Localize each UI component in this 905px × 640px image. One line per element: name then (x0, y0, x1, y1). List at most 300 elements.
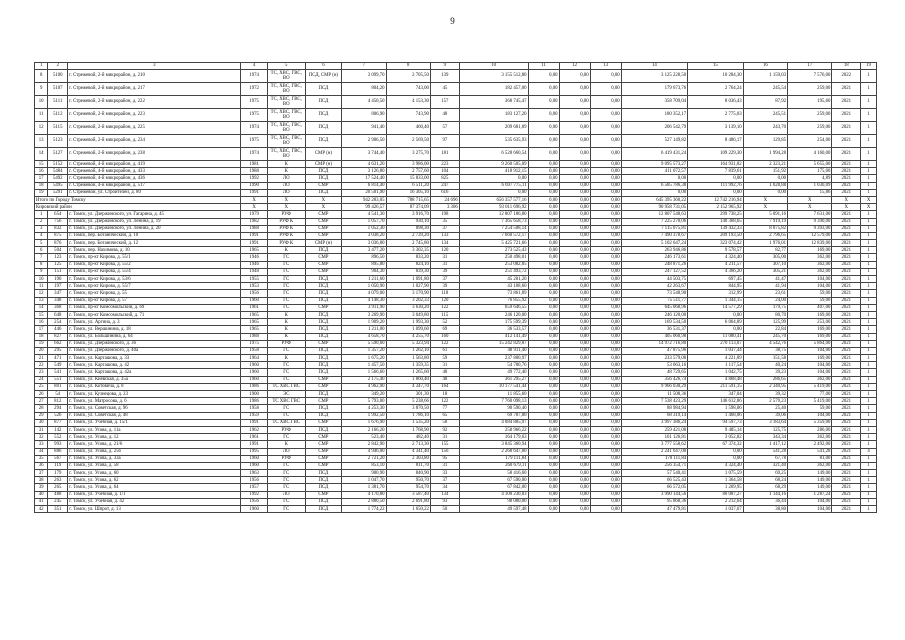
table-cell: 1 265,60 (386, 369, 430, 376)
table-cell: 446 (48, 326, 68, 333)
table-cell: 2021 (832, 462, 861, 469)
table-cell: 743,00 (386, 83, 430, 96)
table-cell: 0,00 (590, 268, 621, 275)
table-cell: 0,00 (528, 491, 559, 498)
table-cell: 37 (35, 470, 48, 477)
table-cell: 0,00 (743, 189, 787, 196)
table-cell: 1956 (241, 290, 268, 297)
table-cell: 1 457,50 (342, 362, 386, 369)
table-cell: 1 364,58 (688, 477, 743, 484)
table-cell: ГС (267, 477, 305, 484)
table-cell: г. Стрежевой, 2-й микрорайон, д. 222 (68, 96, 241, 109)
table-cell: 0,00 (559, 391, 590, 398)
table-cell: ГС (267, 498, 305, 505)
column-number: 12 (559, 63, 590, 70)
table-cell: 0,00 (528, 426, 559, 433)
table-cell: 1991 (241, 189, 268, 196)
table-cell: 347,04 (688, 391, 743, 398)
table-cell: 853,10 (342, 462, 386, 469)
table-cell: 1 052,30 (342, 225, 386, 232)
table-cell: ПСД (305, 290, 342, 297)
table-cell: 1981 (241, 161, 268, 168)
table-cell: 3 306 (430, 204, 459, 211)
table-cell: 122 (430, 398, 459, 405)
table-cell: 9 095 573,27 (621, 161, 688, 168)
table-cell: г. Томск, ул. Шпрот, д. 13 (68, 506, 241, 513)
table-cell: г. Томск, пр-кт Кирова, д. 55 (68, 290, 241, 297)
table-row (35, 247, 877, 254)
table-cell: 0,00 (528, 477, 559, 484)
table-cell: 0,00 (528, 276, 559, 283)
table-cell: 6 419 431,24 (621, 148, 688, 161)
table-cell: 5 (35, 240, 48, 247)
table-cell: 1974 (241, 122, 268, 135)
table-cell: 3 870,50 (386, 405, 430, 412)
table-cell: 31 (430, 434, 459, 441)
table-cell: 1 (861, 261, 877, 268)
table-cell: 0,00 (559, 419, 590, 426)
table-cell: 251 493,72 (459, 268, 528, 275)
table-cell: 0,00 (590, 304, 621, 311)
table-cell: 0,00 (528, 383, 559, 390)
table-cell: ПСД (305, 311, 342, 318)
table-cell: 839,30 (386, 268, 430, 275)
table-cell: 195,60 (788, 96, 832, 109)
table-cell: X (267, 204, 305, 211)
table-cell: 5 419,00 (788, 398, 832, 405)
table-row (35, 232, 877, 239)
table-cell: ЛО (267, 175, 305, 182)
table-cell: 2021 (832, 240, 861, 247)
table-cell: ГС (267, 297, 305, 304)
table-cell: 900,90 (342, 470, 386, 477)
table-cell: К (267, 247, 305, 254)
table-cell: ГС (267, 405, 305, 412)
table-cell: 237 800,97 (459, 355, 528, 362)
table-cell: 0,00 (559, 484, 590, 491)
table-cell: 1 (861, 491, 877, 498)
table-cell: 811,70 (386, 462, 430, 469)
table-cell: 1 (861, 109, 877, 122)
table-cell: 0,00 (590, 254, 621, 261)
table-cell: 19 (35, 340, 48, 347)
table-cell: 24,00 (743, 297, 787, 304)
table-cell: 1 (861, 225, 877, 232)
table-cell: 4 450,50 (342, 96, 386, 109)
table-cell: 134 (430, 240, 459, 247)
table-cell: 0,00 (590, 477, 621, 484)
table-cell: 418 912,15 (459, 168, 528, 175)
table-row (35, 355, 877, 362)
table-cell: 1961 (241, 304, 268, 311)
column-number: 19 (861, 63, 877, 70)
table-cell: 170 111,84 (621, 455, 688, 462)
table-cell: 1960 (241, 297, 268, 304)
table-cell: 3 155 512,80 (459, 70, 528, 83)
table-cell: 0,00 (559, 362, 590, 369)
table-cell: 45 201,20 (459, 276, 528, 283)
summary-row (35, 196, 877, 203)
table-cell: 832 (48, 225, 68, 232)
table-cell: 48 911,40 (459, 347, 528, 354)
table-cell: 3 202,33 (386, 297, 430, 304)
table-cell: 67 374,32 (688, 441, 743, 448)
table-cell: 4 631,20 (342, 161, 386, 168)
table-cell: 1 (861, 484, 877, 491)
table-cell: 12 839,00 (788, 240, 832, 247)
table-cell: 0,00 (590, 333, 621, 340)
table-cell: г. Томск, ул. Учебная, д. 42 (68, 498, 241, 505)
table-cell: 1988 (241, 168, 268, 175)
table-cell: 1 344,15 (688, 297, 743, 304)
table-cell: 253,00 (788, 319, 832, 326)
table-cell: 0,00 (528, 182, 559, 189)
table-cell: 164 931,82 (688, 161, 743, 168)
table-cell: 73 861,89 (459, 290, 528, 297)
table-cell: 1988 (241, 333, 268, 340)
table-cell: 48 (430, 376, 459, 383)
table-cell: 4 221,89 (688, 355, 743, 362)
table-cell: 3 125 228,50 (621, 70, 688, 83)
table-cell: 1 (861, 347, 877, 354)
table-cell: 0,00 (559, 491, 590, 498)
table-cell: 9 485,14 (688, 426, 743, 433)
column-number: 16 (743, 63, 787, 70)
table-cell: г. Томск, пер. Ботанический, д. 10 (68, 232, 241, 239)
table-cell: 122 (430, 340, 459, 347)
table-cell: 2021 (832, 268, 861, 275)
table-cell: 169,00 (788, 247, 832, 254)
table-cell: 0,00 (528, 261, 559, 268)
table-cell: 5 425 721,66 (459, 240, 528, 247)
table-cell: 3 036,80 (342, 240, 386, 247)
table-cell: 42 263,67 (621, 283, 688, 290)
column-number: 14 (621, 63, 688, 70)
table-cell: 23 (35, 369, 48, 376)
table-cell: 38,75 (743, 347, 787, 354)
table-cell: 5291 (48, 189, 68, 196)
table-cell: 0,00 (743, 175, 787, 182)
table-cell: г. Стрежевой, 4-й микрорайон, д. 436 (68, 175, 241, 182)
table-cell: 77 (430, 405, 459, 412)
table-cell: 0,00 (590, 362, 621, 369)
table-cell: 0,00 (528, 96, 559, 109)
table-cell: X (832, 196, 861, 203)
table-cell: 67,78 (743, 455, 787, 462)
table-cell: 0,00 (559, 311, 590, 318)
table-row (35, 391, 877, 398)
table-cell: 656 357 577,16 (459, 196, 528, 203)
table-cell: 95 (430, 455, 459, 462)
table-cell: 1953 (241, 283, 268, 290)
table-cell: 18 (35, 182, 48, 189)
table-cell: 0,00 (590, 290, 621, 297)
table-cell: 362,00 (788, 261, 832, 268)
table-cell: 5 419,00 (788, 383, 832, 390)
table-cell: 11 (35, 109, 48, 122)
table-cell: 7 (35, 254, 48, 261)
table-cell: 0,00 (590, 96, 621, 109)
table-cell: 0,00 (559, 204, 590, 211)
table-cell: 22 (35, 362, 48, 369)
table-cell: г. Томск, ул. Дзержинского, д. 36 (68, 340, 241, 347)
table-cell: СМР (305, 491, 342, 498)
table-cell: 12 807 548,63 (621, 211, 688, 218)
table-cell: 4 (861, 448, 877, 455)
table-cell: 2 241 647,00 (621, 448, 688, 455)
table-cell: 10 284,30 (688, 70, 743, 83)
table-cell: г. Стрежевой, 2-й микрорайон, д. 217 (68, 83, 241, 96)
table-cell: 6 (35, 247, 48, 254)
table-cell: 1960 (241, 455, 268, 462)
table-cell: 5495 (48, 182, 68, 189)
table-cell: 1 (861, 398, 877, 405)
table-cell: 1 037,67 (688, 506, 743, 513)
table-cell: 0,00 (559, 326, 590, 333)
table-cell: 312,99 (688, 290, 743, 297)
table-cell: ПСД (305, 297, 342, 304)
table-cell: 34 (430, 484, 459, 491)
table-cell: 896,50 (342, 254, 386, 261)
table-cell: 10 (35, 276, 48, 283)
table-cell: 82,77 (743, 247, 787, 254)
table-cell: СМР (305, 398, 342, 405)
table-row (35, 477, 877, 484)
table-cell: 0,00 (528, 326, 559, 333)
table-cell: 104 (430, 168, 459, 175)
column-number: 7 (342, 63, 386, 70)
table-cell: 1 (861, 311, 877, 318)
table-cell: 1979 (241, 211, 268, 218)
table-cell: 2021 (832, 161, 861, 168)
table-cell: 17 (35, 175, 48, 182)
table-cell: 0,00 (590, 319, 621, 326)
table-cell: ГС (267, 276, 305, 283)
table-cell: 1 037,44 (688, 347, 743, 354)
table-cell: 4 084 885,97 (459, 419, 528, 426)
table-cell: 16 (35, 319, 48, 326)
table-row (35, 462, 877, 469)
table-cell: 54 (48, 391, 68, 398)
table-cell: 2021 (832, 383, 861, 390)
table-cell: 7 631,00 (788, 211, 832, 218)
table-cell: 1965 (241, 247, 268, 254)
table-cell: 8 075,82 (743, 225, 787, 232)
table-cell: 0,00 (590, 419, 621, 426)
table-cell: СМР (305, 441, 342, 448)
table-cell: 32 (35, 434, 48, 441)
table-cell: 1960 (241, 506, 268, 513)
table-cell: К (267, 355, 305, 362)
table-cell: 1 117,54 (688, 362, 743, 369)
table-cell: 343,34 (743, 434, 787, 441)
table-cell: 245,70 (743, 333, 787, 340)
table-cell: 0,00 (528, 419, 559, 426)
table-cell: 0,00 (688, 189, 743, 196)
table-cell: 0,00 (590, 196, 621, 203)
table-cell: 0,00 (559, 319, 590, 326)
table-cell: 1975 (241, 96, 268, 109)
table-cell: 11 (35, 283, 48, 290)
table-cell: РУФ (267, 455, 305, 462)
table-cell: г. Томск, ул. Дзержинского, д. 40а (68, 347, 241, 354)
column-number: 18 (832, 63, 861, 70)
table-cell: 4 100 230,83 (459, 491, 528, 498)
table-cell: 190 (48, 276, 68, 283)
table-cell: 1 786,10 (386, 412, 430, 419)
table-cell: СМР (305, 261, 342, 268)
table-cell: 1 (861, 148, 877, 161)
table-cell: 1 (861, 175, 877, 182)
table-cell: 0,00 (528, 211, 559, 218)
table-cell: 1 992,50 (342, 412, 386, 419)
table-cell: 125,99 (743, 319, 787, 326)
table-cell: 0,00 (559, 211, 590, 218)
table-row (35, 326, 877, 333)
table-cell: 2021 (832, 135, 861, 148)
table-cell: 25,40 (743, 405, 787, 412)
table-cell: 1960 (241, 362, 268, 369)
table-cell: СМР (305, 419, 342, 426)
table-cell: 0,00 (590, 161, 621, 168)
table-cell: РУФ (267, 426, 305, 433)
table-cell: 1946 (241, 261, 268, 268)
table-cell: 551 (48, 376, 68, 383)
table-cell: 0,00 (590, 261, 621, 268)
table-cell: 169,00 (788, 326, 832, 333)
table-cell: 149,00 (788, 477, 832, 484)
table-cell: 0,00 (559, 398, 590, 405)
table-cell: 120 (430, 247, 459, 254)
table-cell: 2 713,30 (386, 441, 430, 448)
table-cell: 2 739,20 (386, 232, 430, 239)
table-cell: 0,00 (590, 506, 621, 513)
table-cell: 209 193,50 (688, 232, 743, 239)
table-cell: 361 295,27 (459, 376, 528, 383)
table-cell: 31 (35, 426, 48, 433)
table-cell: 0,00 (559, 218, 590, 225)
table-cell: 59,00 (788, 297, 832, 304)
table-cell: 146 612,86 (688, 398, 743, 405)
table-cell: 1 (861, 441, 877, 448)
table-cell: 0,00 (528, 247, 559, 254)
table-cell: 356 426,74 (621, 376, 688, 383)
table-cell: 2021 (832, 311, 861, 318)
table-cell: 23,61 (743, 290, 787, 297)
table-cell: 1990 (241, 182, 268, 189)
table-cell: 0,00 (459, 175, 528, 182)
table-cell: 0,00 (559, 383, 590, 390)
table-cell: 1 (861, 254, 877, 261)
table-cell: 876 (48, 240, 68, 247)
table-cell: ПСД (305, 426, 342, 433)
table-cell: К (267, 161, 305, 168)
table-cell: 0,00 (559, 196, 590, 203)
table-cell: ПСД (305, 83, 342, 96)
table-cell: 47 479,81 (621, 506, 688, 513)
table-cell: 15 (35, 311, 48, 318)
table-cell: 2021 (832, 96, 861, 109)
table-cell: 1 (861, 462, 877, 469)
table-cell: 0,00 (590, 211, 621, 218)
table-cell: 180 352,17 (621, 109, 688, 122)
table-cell: 2021 (832, 290, 861, 297)
table-cell: 1 (861, 297, 877, 304)
table-cell: 157 (430, 96, 459, 109)
table-cell: г. Томск, ул. Матросова, д. 6 (68, 398, 241, 405)
table-cell: 265 (48, 484, 68, 491)
table-cell: 541,28 (743, 448, 787, 455)
table-cell: 38,80 (743, 506, 787, 513)
table-cell: 1960 (241, 369, 268, 376)
table-cell: 151,58 (743, 355, 787, 362)
table-row (35, 161, 877, 168)
table-cell: 26 (35, 391, 48, 398)
table-cell: 246 120,00 (459, 311, 528, 318)
table-cell: 368 745,47 (459, 96, 528, 109)
table-cell: 1964 (241, 355, 268, 362)
table-cell: 1 (861, 135, 877, 148)
table-cell: ЛО (267, 189, 305, 196)
table-cell: 3 269,90 (342, 311, 386, 318)
table-cell: 9 (35, 83, 48, 96)
table-cell: 0,00 (688, 448, 743, 455)
table-cell: 1 (861, 83, 877, 96)
table-cell: 1992 (241, 175, 268, 182)
table-cell: 179 111,84 (459, 455, 528, 462)
table-cell: 39,32 (743, 391, 787, 398)
table-cell: СМР (305, 462, 342, 469)
table-cell: 0,00 (590, 434, 621, 441)
table-cell: ПСД (305, 484, 342, 491)
table-cell: 12 (35, 122, 48, 135)
table-cell: 286,00 (788, 426, 832, 433)
table-cell: 321,40 (743, 462, 787, 469)
table-cell: 155 (430, 441, 459, 448)
table-row (35, 347, 877, 354)
table-cell: 104,00 (788, 276, 832, 283)
table-cell: 411 072,57 (621, 168, 688, 175)
table-cell: 1 598,06 (688, 405, 743, 412)
table-cell: 5115 (48, 122, 68, 135)
table-cell: 41,47 (743, 276, 787, 283)
table-cell: 840,90 (386, 470, 430, 477)
table-cell: 895,80 (342, 261, 386, 268)
table-cell: 1956 (241, 498, 268, 505)
table-cell: г. Томск, ул. Аргина, д. 3 (68, 319, 241, 326)
table-cell: 139 (430, 70, 459, 83)
table-cell: 1 (861, 477, 877, 484)
table-cell: 2021 (832, 276, 861, 283)
table-cell: СМР (305, 254, 342, 261)
table-cell: 1991 (241, 240, 268, 247)
table-cell: 12 (35, 290, 48, 297)
table-cell: 2021 (832, 448, 861, 455)
table-cell: 5 655,00 (788, 161, 832, 168)
table-cell: 3 477,20 (342, 247, 386, 254)
table-cell: РУФ К (267, 218, 305, 225)
table-cell: ТС, ХВС, ГВС, ВО (267, 148, 305, 161)
table-cell: 50 (430, 506, 459, 513)
table-cell: ПСД (305, 362, 342, 369)
table-cell: 1 (861, 470, 877, 477)
table-cell: 0,00 (559, 232, 590, 239)
table-cell: 5 359,00 (788, 419, 832, 426)
table-cell: 104,00 (788, 362, 832, 369)
table-cell: 49 597,48 (459, 506, 528, 513)
table-cell: 0,00 (528, 405, 559, 412)
table-cell: 38 (35, 477, 48, 484)
